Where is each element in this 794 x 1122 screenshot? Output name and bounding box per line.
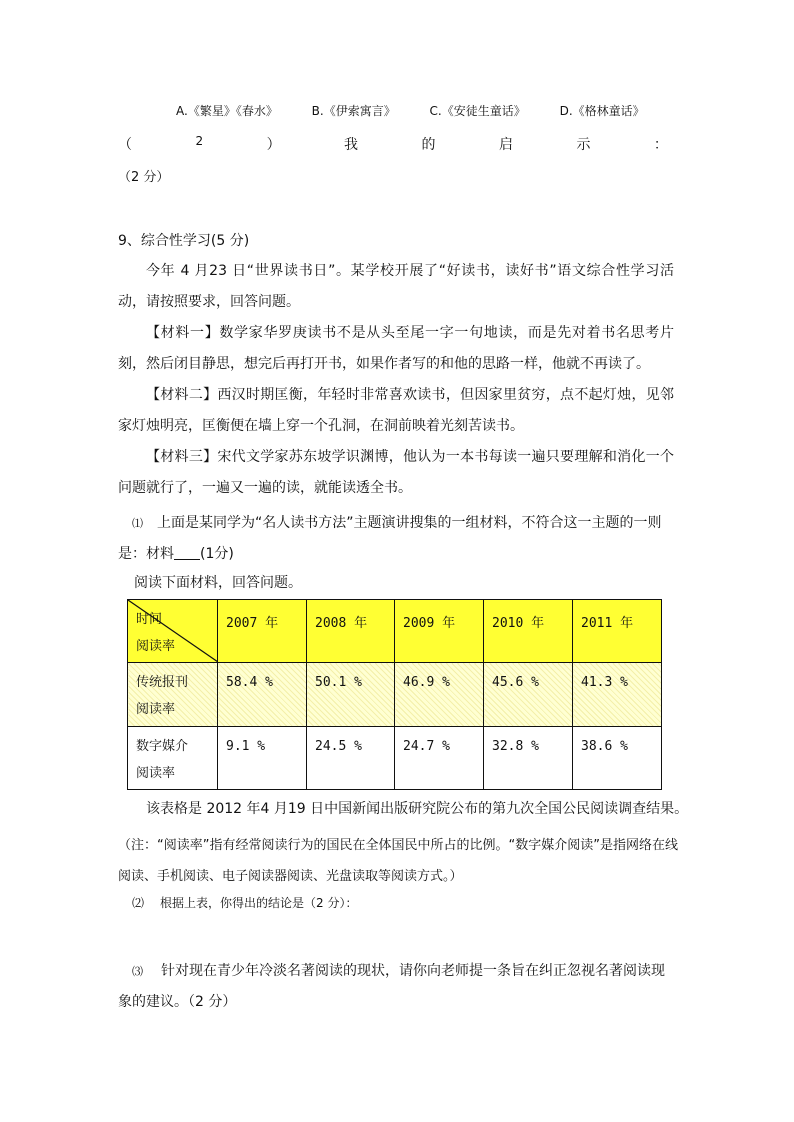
table-row <box>128 663 662 726</box>
part2-char: ： <box>653 137 668 153</box>
table-cell: 58.4 % <box>218 663 307 726</box>
table-corner-cell <box>128 600 218 663</box>
year-header: 2009 年 <box>395 600 484 663</box>
part2-char: 启 <box>498 137 513 153</box>
part2-char: 的 <box>421 137 436 153</box>
question-number: ⑴ <box>132 517 143 530</box>
table-source: 该表格是 2012 年4 月19 日中国新闻出版研究院公布的第九次全国公民阅读调查结果。 <box>146 801 689 817</box>
option-a: A.《繁星》《春水》 <box>176 104 278 118</box>
option-b: B.《伊索寓言》 <box>311 104 396 118</box>
q8-part2-line <box>118 134 668 154</box>
question-2 <box>132 894 357 911</box>
table-cell: 45.6 % <box>484 663 573 726</box>
reading-rate-table <box>127 599 662 790</box>
question-3 <box>118 956 678 1018</box>
question-text: 针对现在青少年冷淡名著阅读的现状，请你向老师提一条旨在纠正忽视名著阅读现象的建议。（2 分） <box>118 963 665 1010</box>
table-cell: 24.7 % <box>395 726 484 789</box>
material-three: 【材料三】宋代文学家苏东坡学识渊博，他认为一本书每读一遍只要理解和消化一个问题就行了，一遍又一遍的读，就能读透全书。 <box>118 449 674 496</box>
q8-options <box>176 102 675 119</box>
part2-char: ） <box>266 137 281 153</box>
option-c: C.《安徒生童话》 <box>429 104 526 118</box>
question-number: ⑵ <box>132 896 145 910</box>
intro-paragraph: 今年 4 月23 日“世界读书日”。某学校开展了“好读书，读好书”语文综合性学习活动，请按照要求，回答问题。 <box>118 263 674 310</box>
table-cell: 46.9 % <box>395 663 484 726</box>
part2-char: 2 <box>195 134 204 148</box>
year-header: 2008 年 <box>307 600 395 663</box>
diagonal-divider <box>128 600 218 662</box>
year-header: 2007 年 <box>218 600 307 663</box>
part2-char: 示 <box>576 137 591 153</box>
answer-blank[interactable] <box>174 545 200 560</box>
question-number: ⑶ <box>132 965 143 978</box>
material-one: 【材料一】数学家华罗庚读书不是从头至尾一字一句地读，而是先对着书名思考片刻，然后闭目静思，想完后再打开书，如果作者写的和他的思路一样，他就不再读了。 <box>118 325 674 372</box>
table-header-row <box>128 600 662 663</box>
q8-part2-score: （2 分） <box>118 170 170 185</box>
question-text: 根据上表，你得出的结论是（2 分）： <box>160 896 358 910</box>
option-d: D.《格林童话》 <box>559 104 645 118</box>
question-text: 上面是某同学为“名人读书方法”主题演讲搜集的一组材料，不符合这一主题的一则是：材料 <box>118 515 662 562</box>
table-cell: 41.3 % <box>573 663 662 726</box>
corner-bottom-label: 阅读率 <box>136 639 176 654</box>
year-header: 2010 年 <box>484 600 573 663</box>
row-label: 传统报刊 阅读率 <box>128 663 218 726</box>
table-note: （注：“阅读率”指有经常阅读行为的国民在全体国民中所占的比例。“数字媒介阅读”是指网络在线阅读、手机阅读、电子阅读器阅读、光盘读取等阅读方式。） <box>118 838 678 884</box>
question-score: (1分) <box>200 546 234 562</box>
material-two: 【材料二】西汉时期匡衡，年轻时非常喜欢读书，但因家里贫穷，点不起灯烛，见邻家灯烛明亮，匡衡便在墙上穿一个孔洞，在洞前映着光刻苦读书。 <box>118 387 674 434</box>
read-prompt: 阅读下面材料，回答问题。 <box>134 575 302 591</box>
section-title: 9、综合性学习(5 分) <box>118 233 250 249</box>
part2-char: （ <box>118 137 132 153</box>
table-cell: 24.5 % <box>307 726 395 789</box>
table-row <box>128 726 662 789</box>
year-header: 2011 年 <box>573 600 662 663</box>
table-cell: 50.1 % <box>307 663 395 726</box>
table-cell: 38.6 % <box>573 726 662 789</box>
table-cell: 32.8 % <box>484 726 573 789</box>
part2-char: 我 <box>344 137 359 153</box>
question-1 <box>118 508 674 570</box>
table-cell: 9.1 % <box>218 726 307 789</box>
corner-top-label: 时间 <box>136 612 163 627</box>
row-label: 数字媒介 阅读率 <box>128 726 218 789</box>
